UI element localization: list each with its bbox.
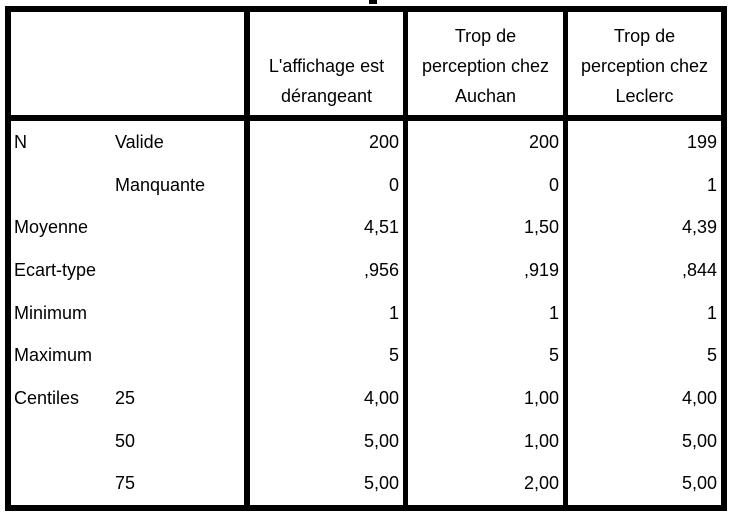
header-line: Auchan — [454, 86, 517, 106]
column-header-affichage — [244, 12, 403, 115]
cell-value: 200 — [403, 121, 563, 164]
cell-value: 0 — [244, 164, 403, 207]
cell-value: 5,00 — [244, 462, 403, 505]
header-line: perception chez — [421, 56, 550, 76]
cell-value: 5,00 — [244, 420, 403, 463]
cell-value: ,919 — [403, 249, 563, 292]
row-sub-label: 75 — [115, 473, 136, 494]
cell-value: ,844 — [563, 249, 721, 292]
table-body — [11, 121, 721, 505]
cell-value: 1,00 — [403, 420, 563, 463]
header-line: Trop de — [613, 26, 676, 46]
cell-value: 4,00 — [244, 377, 403, 420]
header-line: L'affichage est — [268, 56, 385, 76]
cell-value: 1,00 — [403, 377, 563, 420]
table-row-n-valide — [11, 121, 721, 164]
row-sub-label: 50 — [115, 430, 136, 451]
column-header-perception-leclerc — [563, 12, 721, 115]
table-header-row — [11, 12, 721, 121]
header-line: Trop de — [454, 26, 517, 46]
table-row-minimum — [11, 292, 721, 335]
cell-value: 5 — [244, 334, 403, 377]
cell-value: 0 — [403, 164, 563, 207]
row-stat-label: N — [14, 131, 27, 152]
row-stat-label: Centiles — [14, 387, 80, 408]
table-row-maximum — [11, 334, 721, 377]
table-row-ecart-type — [11, 249, 721, 292]
cell-value: 4,39 — [563, 206, 721, 249]
cell-value: 200 — [244, 121, 403, 164]
row-sub-label — [115, 334, 244, 377]
cell-value: 1,50 — [403, 206, 563, 249]
row-stat-label: Ecart-type — [14, 259, 97, 280]
header-line: dérangeant — [280, 86, 373, 106]
header-line: Leclerc — [615, 86, 674, 106]
row-sub-label — [115, 249, 244, 292]
statistics-table — [5, 6, 727, 511]
row-sub-label: Valide — [115, 131, 164, 152]
table-row-n-manquante — [11, 164, 721, 207]
cropped-title-artifact — [369, 0, 377, 4]
cell-value: 4,51 — [244, 206, 403, 249]
cell-value: 1 — [563, 164, 721, 207]
row-stat-label: Minimum — [14, 302, 88, 323]
column-header-perception-auchan — [403, 12, 563, 115]
cell-value: 199 — [563, 121, 721, 164]
row-stat-label: Moyenne — [14, 217, 89, 238]
table-row-centile-50 — [11, 420, 721, 463]
cell-value: 4,00 — [563, 377, 721, 420]
table-row-centile-25 — [11, 377, 721, 420]
table-row-centile-75 — [11, 462, 721, 505]
row-stat-label — [11, 462, 115, 505]
row-stat-label — [11, 164, 115, 207]
cell-value: 5 — [403, 334, 563, 377]
row-sub-label — [115, 292, 244, 335]
cell-value: 1 — [403, 292, 563, 335]
cell-value: 5,00 — [563, 420, 721, 463]
row-sub-label: 25 — [115, 387, 136, 408]
row-sub-label — [115, 206, 244, 249]
cell-value: ,956 — [244, 249, 403, 292]
cell-value: 1 — [244, 292, 403, 335]
table-row-moyenne — [11, 206, 721, 249]
cell-value: 1 — [563, 292, 721, 335]
row-sub-label: Manquante — [115, 174, 206, 195]
cell-value: 5,00 — [563, 462, 721, 505]
row-stat-label: Maximum — [14, 345, 93, 366]
cell-value: 5 — [563, 334, 721, 377]
header-corner-cell — [11, 12, 244, 115]
cell-value: 2,00 — [403, 462, 563, 505]
header-line: perception chez — [580, 56, 709, 76]
row-stat-label — [11, 420, 115, 463]
